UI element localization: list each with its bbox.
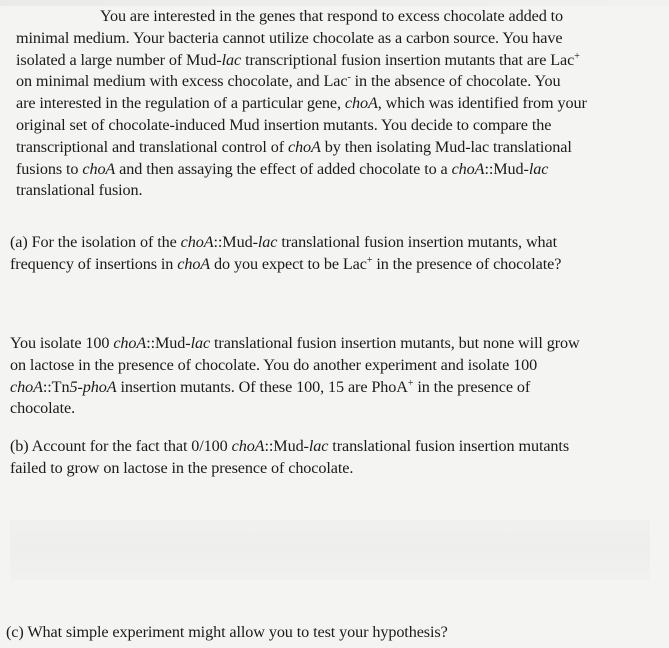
intro-line-9: translational fusion. xyxy=(16,181,143,200)
scan-show-through xyxy=(10,520,650,580)
question-a-line-2: frequency of insertions in choA do you expect to be Lac+ in the presence of chocolate? xyxy=(10,254,562,273)
intro-line-8: fusions to choA and then assaying the effect of added chocolate to a choA::Mud-lac xyxy=(16,159,549,178)
middle-line-1: You isolate 100 choA::Mud-lac translational fusion insertion mutants, but none will grow xyxy=(10,334,580,352)
intro-line-2: minimal medium. Your bacteria cannot utilize chocolate as a carbon source. You have xyxy=(16,28,563,47)
middle-line-4: chocolate. xyxy=(10,399,76,418)
intro-line-5: are interested in the regulation of a particular gene, choA, which was identified from your xyxy=(16,94,587,113)
intro-paragraph xyxy=(16,6,587,202)
question-b-line-1: (b) Account for the fact that 0/100 choA::Mud-lac translational fusion insertion mutants xyxy=(10,437,570,455)
intro-line-7: transcriptional and translational control of choA by then isolating Mud-lac translational xyxy=(16,137,572,156)
question-a xyxy=(10,232,561,276)
question-b xyxy=(10,436,569,480)
question-a-line-1: (a) For the isolation of the choA::Mud-lac translational fusion insertion mutants, what xyxy=(10,233,558,251)
middle-line-2: on lactose in the presence of chocolate. You do another experiment and isolate 100 xyxy=(10,355,538,374)
middle-paragraph xyxy=(10,333,580,420)
question-c-line: (c) What simple experiment might allow you to test your hypothesis? xyxy=(6,623,448,641)
question-b-line-2: failed to grow on lactose in the presence of chocolate. xyxy=(10,458,354,477)
intro-line-6: original set of chocolate-induced Mud insertion mutants. You decide to compare the xyxy=(16,115,552,134)
intro-line-4: on minimal medium with excess chocolate, and Lac- in the absence of chocolate. You xyxy=(16,72,561,91)
question-c xyxy=(6,622,448,644)
intro-line-1: You are interested in the genes that respond to excess chocolate added to xyxy=(100,7,564,25)
intro-line-3: isolated a large number of Mud-lac transcriptional fusion insertion mutants that are Lac+ xyxy=(16,50,580,69)
middle-line-3: choA::Tn5-phoA insertion mutants. Of these 100, 15 are PhoA+ in the presence of xyxy=(10,377,531,396)
